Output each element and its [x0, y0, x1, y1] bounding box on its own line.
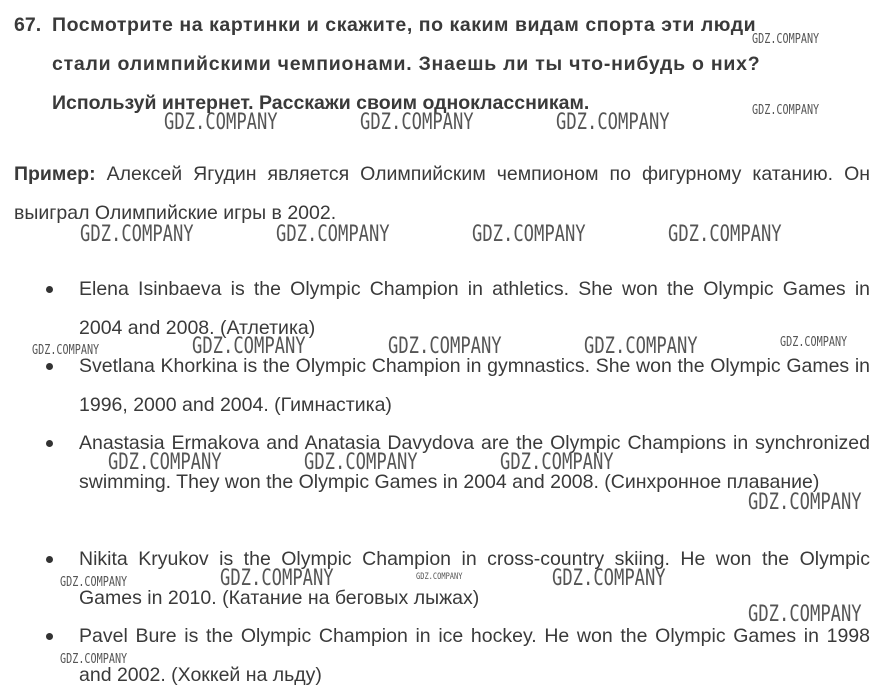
list-item	[79, 347, 870, 424]
task-line-2	[14, 45, 874, 84]
watermark: GDZ.COMPANY	[668, 222, 782, 247]
watermark: GDZ.COMPANY	[752, 103, 820, 118]
task-line-1	[14, 6, 874, 45]
watermark: GDZ.COMPANY	[360, 110, 474, 135]
bullet-icon	[46, 363, 53, 370]
bullet-icon	[46, 556, 53, 563]
watermark: GDZ.COMPANY	[80, 222, 194, 247]
watermark: GDZ.COMPANY	[220, 566, 334, 591]
bullet-icon	[46, 286, 53, 293]
watermark: GDZ.COMPANY	[556, 110, 670, 135]
watermark: GDZ.COMPANY	[472, 222, 586, 247]
watermark: GDZ.COMPANY	[164, 110, 278, 135]
watermark: GDZ.COMPANY	[780, 335, 848, 350]
watermark: GDZ.COMPANY	[192, 334, 306, 359]
bullet-icon	[46, 440, 53, 447]
list-item	[79, 617, 870, 694]
watermark: GDZ.COMPANY	[388, 334, 502, 359]
watermark: GDZ.COMPANY	[276, 222, 390, 247]
watermark: GDZ.COMPANY	[60, 652, 128, 667]
task-line-1-text: Посмотрите на картинки и скажите, по каким видам спорта эти люди	[52, 14, 757, 36]
example-text: Алексей Ягудин является Олимпийским чемпионом по фигурному катанию. Он выиграл Олимпийские игры в 2002.	[14, 163, 871, 224]
task-line-3-text: Используй интернет. Расскажи своим одноклассникам.	[52, 92, 590, 114]
watermark: GDZ.COMPANY	[752, 32, 820, 47]
task-number: 67.	[14, 14, 42, 36]
bullet-icon	[46, 633, 53, 640]
list-item-text: Anastasia Ermakova and Anatasia Davydova are the Olympic Champions in synchronized swimming. They won the Olympic Games in 2004 and 2008. (Синхронное плавание)	[79, 432, 870, 493]
list-item-text: Svetlana Khorkina is the Olympic Champion in gymnastics. She won the Olympic Games in 1996, 2000 and 2004. (Гимнастика)	[79, 355, 870, 416]
watermark: GDZ.COMPANY	[304, 450, 418, 475]
list-item-text: Nikita Kryukov is the Olympic Champion in cross-country skiing. He won the Olympic Games in 2010. (Катание на беговых лыжах)	[79, 548, 870, 609]
watermark: GDZ.COMPANY	[584, 334, 698, 359]
list-item-text: Elena Isinbaeva is the Olympic Champion in athletics. She won the Olympic Games in 2004 and 2008. (Атлетика)	[79, 278, 870, 339]
watermark: GDZ.COMPANY	[60, 575, 128, 590]
list-item	[79, 270, 870, 347]
example-label: Пример:	[14, 163, 96, 185]
task-line-3	[14, 84, 874, 123]
list-item	[79, 540, 870, 617]
watermark: GDZ.COMPANY	[500, 450, 614, 475]
list-item	[79, 424, 870, 501]
list-item-text: Pavel Bure is the Olympic Champion in ice hockey. He won the Olympic Games in 1998 and 2002. (Хоккей на льду)	[79, 625, 870, 686]
watermark: GDZ.COMPANY	[32, 343, 100, 358]
example-paragraph	[14, 155, 870, 233]
watermark: GDZ.COMPANY	[748, 490, 862, 515]
watermark: GDZ.COMPANY	[108, 450, 222, 475]
task-heading	[14, 6, 874, 123]
watermark: GDZ.COMPANY	[416, 572, 463, 582]
task-line-2-text: стали олимпийскими чемпионами. Знаешь ли ты что-нибудь о них?	[52, 53, 761, 75]
watermark: GDZ.COMPANY	[748, 602, 862, 627]
watermark: GDZ.COMPANY	[552, 566, 666, 591]
